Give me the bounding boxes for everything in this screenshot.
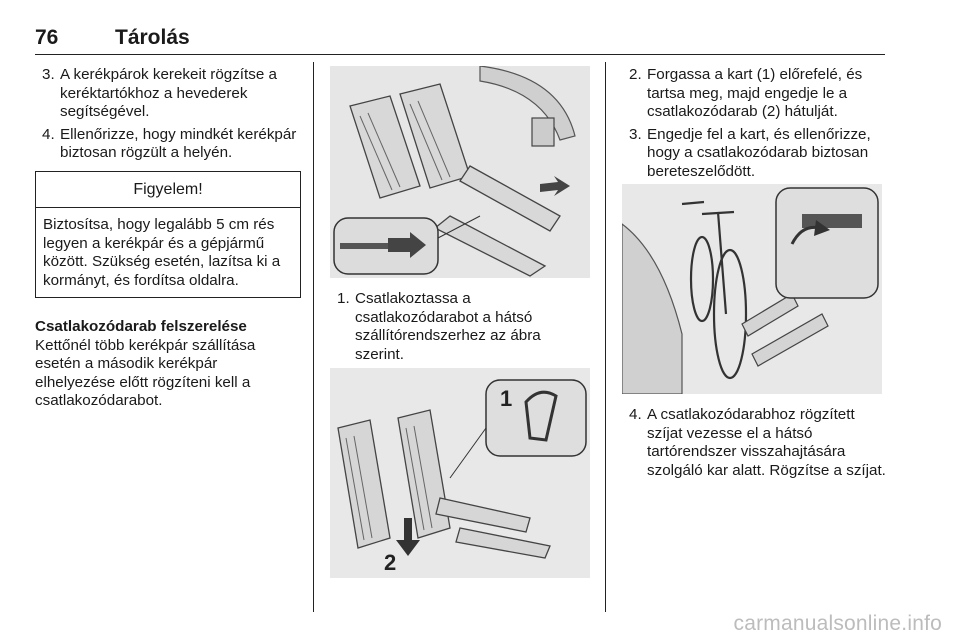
callout-2: 2 xyxy=(384,550,397,575)
warning-body: Biztosítsa, hogy legalább 5 cm rés legyen a kerékpár és a gépjármű között. Szükség esetén, lazítsa ki a kormányt, és fordítsa oldalra. xyxy=(43,216,281,289)
callout-1: 1 xyxy=(500,386,513,411)
left-column xyxy=(35,66,301,411)
instruction-step xyxy=(35,66,301,122)
step-number: 4. xyxy=(629,406,642,423)
instruction-step xyxy=(622,126,888,182)
section-body: Kettőnél több kerékpár szállítása esetén a második kerékpár elhelyezése előtt rögzíteni kell a csatlakozódarabot. xyxy=(35,336,256,409)
step-text: Csatlakoztassa a csatlakozódarabot a hátsó szállítórendszerhez az ábra szerint. xyxy=(355,290,541,363)
warning-title: Figyelem! xyxy=(36,172,300,209)
watermark: carmanualsonline.info xyxy=(733,612,942,635)
step-text: A kerékpárok kerekeit rögzítse a keréktartókhoz a hevederek segítségével. xyxy=(60,66,277,120)
instruction-step xyxy=(330,290,592,364)
step-number: 1. xyxy=(337,290,350,307)
step-text: Engedje fel a kart, és ellenőrizze, hogy a csatlakozódarab biztosan bereteszelődött. xyxy=(647,125,871,180)
illustration-bikes-on-carrier xyxy=(622,184,882,394)
warning-box xyxy=(35,171,301,299)
middle-text xyxy=(330,290,592,368)
column-divider-right xyxy=(605,62,606,612)
instruction-step xyxy=(35,126,301,163)
step-number: 3. xyxy=(629,125,642,143)
chapter-title: Tárolás xyxy=(115,26,190,49)
step-number: 3. xyxy=(42,66,55,83)
instruction-step xyxy=(622,66,888,122)
step-number: 2. xyxy=(629,66,642,83)
right-column-bottom xyxy=(622,406,888,484)
section-title: Csatlakozódarab felszerelése xyxy=(35,318,247,335)
illustration-connector-attach xyxy=(330,66,590,278)
step-text: A csatlakozódarabhoz rögzített szíjat vezesse el a hátsó tartórendszer visszahajtására szolgáló kar alatt. Rögzítse a szíjat. xyxy=(647,406,886,479)
page-number: 76 xyxy=(35,26,59,49)
instruction-step xyxy=(622,406,888,480)
column-divider-left xyxy=(313,62,314,612)
step-text: Ellenőrizze, hogy mindkét kerékpár biztosan rögzült a helyén. xyxy=(60,125,297,161)
illustration-connector-lever xyxy=(330,368,590,578)
page-header xyxy=(35,26,885,55)
step-number: 4. xyxy=(42,125,55,143)
step-text: Forgassa a kart (1) előrefelé, és tartsa meg, majd engedje le a csatlakozódarab (2) hátulját. xyxy=(647,66,863,120)
right-column-top xyxy=(622,66,888,185)
